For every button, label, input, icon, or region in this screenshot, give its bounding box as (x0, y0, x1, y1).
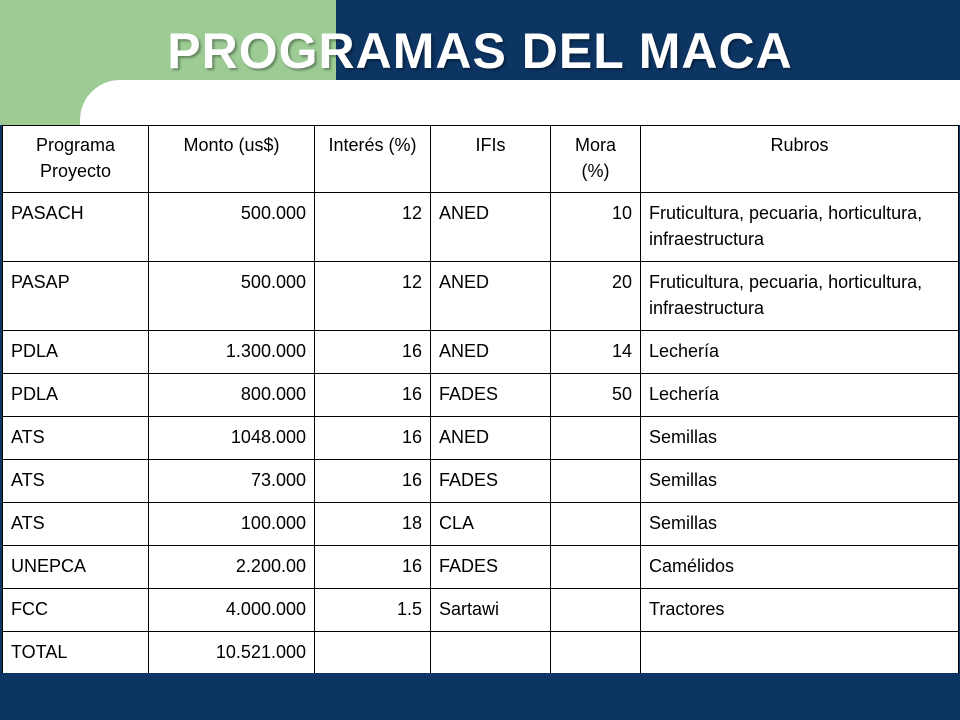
cell-monto: 100.000 (149, 503, 315, 546)
cell-programa: ATS (3, 503, 149, 546)
header-monto: Monto (us$) (149, 126, 315, 193)
cell-monto: 1.300.000 (149, 331, 315, 374)
header-mora: Mora (%) (551, 126, 641, 193)
table-header-row (3, 126, 959, 193)
cell-mora (551, 546, 641, 589)
cell-monto: 10.521.000 (149, 632, 315, 675)
table-row (3, 417, 959, 460)
header-rubros: Rubros (641, 126, 959, 193)
cell-mora (551, 632, 641, 675)
table-row (3, 546, 959, 589)
cell-rubros: Camélidos (641, 546, 959, 589)
cell-interes: 16 (315, 546, 431, 589)
cell-ifis: Sartawi (431, 589, 551, 632)
cell-rubros: Fruticultura, pecuaria, horticultura, infraestructura (641, 193, 959, 262)
cell-mora: 20 (551, 262, 641, 331)
table-row (3, 460, 959, 503)
cell-mora: 50 (551, 374, 641, 417)
cell-interes (315, 632, 431, 675)
cell-ifis: ANED (431, 262, 551, 331)
cell-mora (551, 417, 641, 460)
cell-mora: 10 (551, 193, 641, 262)
cell-interes: 18 (315, 503, 431, 546)
cell-monto: 1048.000 (149, 417, 315, 460)
cell-ifis: CLA (431, 503, 551, 546)
cell-programa: FCC (3, 589, 149, 632)
header-ifis: IFIs (431, 126, 551, 193)
cell-monto: 4.000.000 (149, 589, 315, 632)
cell-interes: 1.5 (315, 589, 431, 632)
cell-programa: ATS (3, 417, 149, 460)
header-interes: Interés (%) (315, 126, 431, 193)
cell-programa: PDLA (3, 374, 149, 417)
cell-monto: 500.000 (149, 193, 315, 262)
cell-ifis (431, 632, 551, 675)
header-programa: Programa Proyecto (3, 126, 149, 193)
cell-ifis: FADES (431, 374, 551, 417)
cell-monto: 2.200.00 (149, 546, 315, 589)
cell-programa: TOTAL (3, 632, 149, 675)
cell-interes: 16 (315, 331, 431, 374)
table-container (2, 125, 958, 673)
table-row (3, 503, 959, 546)
cell-interes: 12 (315, 193, 431, 262)
cell-programa: UNEPCA (3, 546, 149, 589)
cell-mora (551, 460, 641, 503)
cell-interes: 12 (315, 262, 431, 331)
cell-programa: PASAP (3, 262, 149, 331)
table-row (3, 331, 959, 374)
cell-mora (551, 503, 641, 546)
programs-table (2, 125, 959, 675)
cell-rubros: Lechería (641, 374, 959, 417)
table-row (3, 374, 959, 417)
cell-interes: 16 (315, 374, 431, 417)
cell-ifis: ANED (431, 193, 551, 262)
cell-monto: 73.000 (149, 460, 315, 503)
table-row (3, 262, 959, 331)
white-curved-band (80, 80, 960, 125)
cell-rubros: Lechería (641, 331, 959, 374)
cell-programa: ATS (3, 460, 149, 503)
cell-ifis: FADES (431, 460, 551, 503)
table-row (3, 193, 959, 262)
cell-mora: 14 (551, 331, 641, 374)
cell-rubros: Fruticultura, pecuaria, horticultura, infraestructura (641, 262, 959, 331)
cell-rubros (641, 632, 959, 675)
page-title: PROGRAMAS DEL MACA (167, 23, 793, 79)
cell-programa: PDLA (3, 331, 149, 374)
cell-rubros: Tractores (641, 589, 959, 632)
cell-monto: 500.000 (149, 262, 315, 331)
bottom-band (0, 673, 960, 720)
cell-ifis: ANED (431, 331, 551, 374)
table-row (3, 589, 959, 632)
cell-ifis: ANED (431, 417, 551, 460)
cell-programa: PASACH (3, 193, 149, 262)
cell-ifis: FADES (431, 546, 551, 589)
cell-mora (551, 589, 641, 632)
cell-rubros: Semillas (641, 503, 959, 546)
cell-interes: 16 (315, 460, 431, 503)
cell-rubros: Semillas (641, 460, 959, 503)
cell-interes: 16 (315, 417, 431, 460)
cell-rubros: Semillas (641, 417, 959, 460)
table-total-row (3, 632, 959, 675)
cell-monto: 800.000 (149, 374, 315, 417)
